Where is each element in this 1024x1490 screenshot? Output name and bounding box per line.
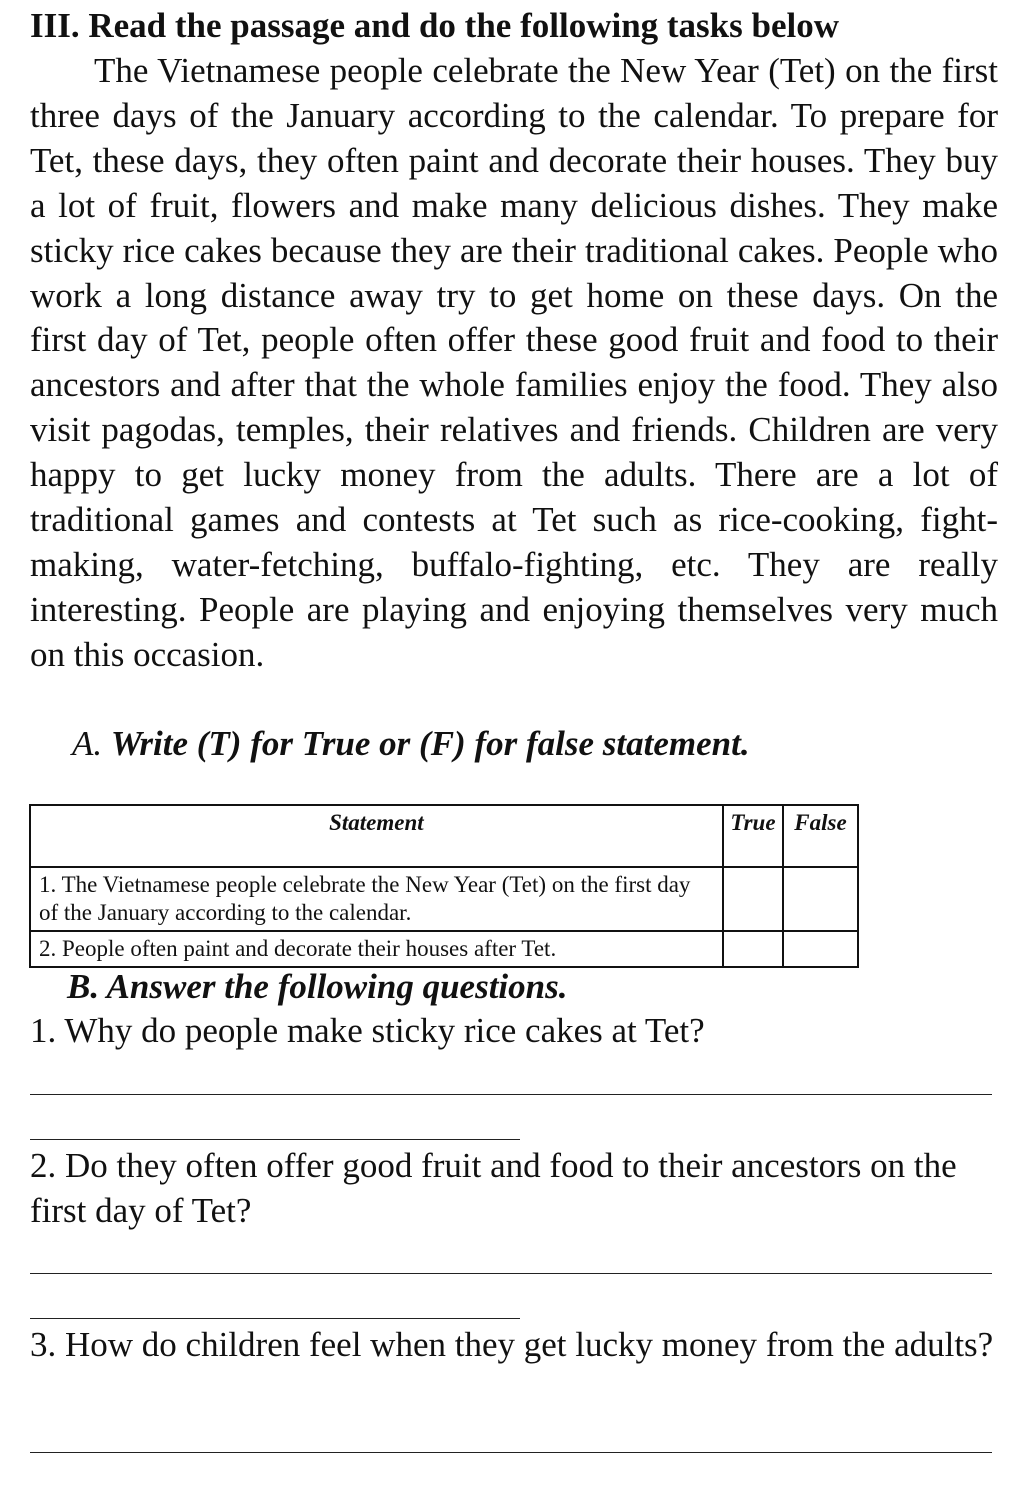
answer-line[interactable]	[30, 1452, 992, 1453]
table-row	[30, 931, 858, 967]
answer-line[interactable]	[30, 1273, 992, 1274]
question-3: 3. How do children feel when they get lucky money from the adults?	[30, 1325, 994, 1364]
false-column-header: False	[783, 805, 858, 867]
reading-passage: The Vietnamese people celebrate the New Year (Tet) on the first three days of the January according to the calendar. To prepare for Tet, these days, they often paint and decorate their houses. They buy a lot of fruit, flowers and make many delicious dishes. They make sticky rice cakes because they are their traditional cakes. People who work a long distance away try to get home on these days. On the first day of Tet, people often offer these good fruit and food to their ancestors and after that the whole families enjoy the food. They also visit pagodas, temples, their relatives and friends. Children are very happy to get lucky money from the adults. There are a lot of traditional games and contests at Tet such as rice-cooking, fight-making, water-fetching, buffalo-fighting, etc. They are really interesting. People are playing and enjoying themselves very much on this occasion.	[30, 51, 998, 674]
section-a-instruction: Write (T) for True or (F) for false statement.	[110, 724, 750, 763]
false-answer-cell[interactable]	[783, 867, 858, 931]
answer-line[interactable]	[30, 1139, 520, 1140]
statement-column-header: Statement	[30, 805, 723, 867]
false-answer-cell[interactable]	[783, 931, 858, 967]
true-column-header: True	[723, 805, 784, 867]
statement-cell: 2. People often paint and decorate their houses after Tet.	[30, 931, 723, 967]
exercise-heading: III. Read the passage and do the following tasks below	[30, 6, 840, 45]
table-header-row	[30, 805, 858, 867]
true-answer-cell[interactable]	[723, 867, 784, 931]
table-row	[30, 867, 858, 931]
answer-line[interactable]	[30, 1094, 992, 1095]
section-a-letter: A.	[72, 724, 103, 763]
section-a-title	[72, 722, 750, 766]
statement-cell: 1. The Vietnamese people celebrate the New Year (Tet) on the first day of the January according to the calendar.	[30, 867, 723, 931]
section-b-title: B. Answer the following questions.	[67, 967, 568, 1006]
question-1: 1. Why do people make sticky rice cakes at Tet?	[30, 1011, 705, 1050]
question-2: 2. Do they often offer good fruit and food to their ancestors on the first day of Tet?	[30, 1146, 957, 1230]
answer-line[interactable]	[30, 1318, 520, 1319]
true-false-table	[29, 804, 859, 968]
true-answer-cell[interactable]	[723, 931, 784, 967]
